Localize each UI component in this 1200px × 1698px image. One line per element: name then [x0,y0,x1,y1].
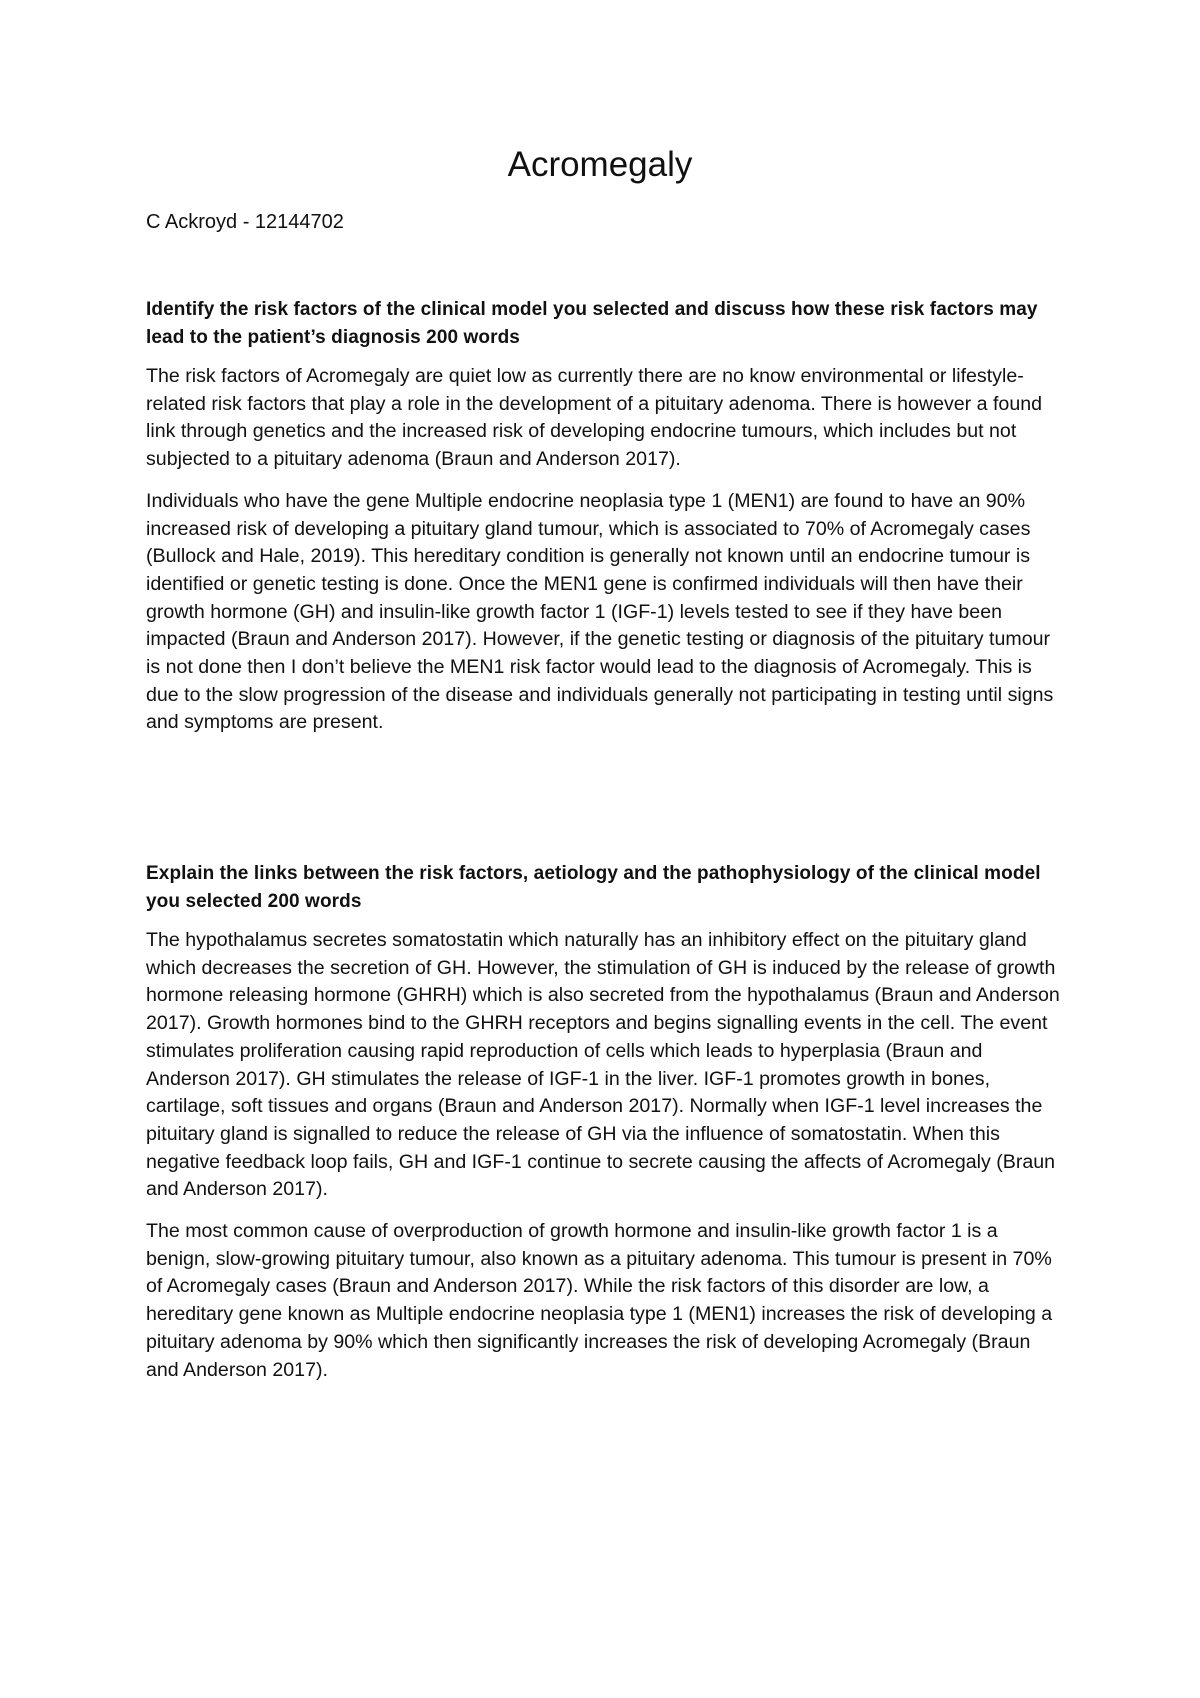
paragraph: The risk factors of Acromegaly are quiet low as currently there are no know environmental or lifestyle-related risk factors that play a role in the development of a pituitary adenoma. There is however a found link through genetics and the increased risk of developing endocrine tumours, which includes but not subjected to a pituitary adenoma (Braun and Anderson 2017). [146,365,1043,471]
section-heading: Identify the risk factors of the clinical model you selected and discuss how these risk factors may lead to the patient’s diagnosis 200 words [146,299,1038,348]
section-risk-factors [146,296,1066,751]
document-title: Acromegaly [507,145,693,184]
paragraph: The most common cause of overproduction of growth hormone and insulin-like growth factor 1 is a benign, slow-growing pituitary tumour, also known as a pituitary adenoma. This tumour is present in 70% of Acromegaly cases (Braun and Anderson 2017). While the risk factors of this disorder are low, a hereditary gene known as Multiple endocrine neoplasia type 1 (MEN1) increases the risk of developing a pituitary adenoma by 90% which then significantly increases the risk of developing Acromegaly (Braun and Anderson 2017). [146,1220,1053,1381]
author-line: C Ackroyd - 12144702 [146,211,344,233]
section-pathophysiology [146,860,1066,1398]
paragraph: Individuals who have the gene Multiple endocrine neoplasia type 1 (MEN1) are found to have an 90% increased risk of developing a pituitary gland tumour, which is associated to 70% of Acromegaly cases (Bullock and Hale, 2019). This hereditary condition is generally not known until an endocrine tumour is identified or genetic testing is done. Once the MEN1 gene is confirmed individuals will then have their growth hormone (GH) and insulin-like growth factor 1 (IGF-1) levels tested to see if they have been impacted (Braun and Anderson 2017). However, if the genetic testing or diagnosis of the pituitary tumour is not done then I don’t believe the MEN1 risk factor would lead to the diagnosis of Acromegaly. This is due to the slow progression of the disease and individuals generally not participating in testing until signs and symptoms are present. [146,489,1054,734]
paragraph: The hypothalamus secretes somatostatin which naturally has an inhibitory effect on the pituitary gland which decreases the secretion of GH. However, the stimulation of GH is induced by the release of growth hormone releasing hormone (GHRH) which is also secreted from the hypothalamus (Braun and Anderson 2017). Growth hormones bind to the GHRH receptors and begins signalling events in the cell. The event stimulates proliferation causing rapid reproduction of cells which leads to hyperplasia (Braun and Anderson 2017). GH stimulates the release of IGF-1 in the liver. IGF-1 promotes growth in bones, cartilage, soft tissues and organs (Braun and Anderson 2017). Normally when IGF-1 level increases the pituitary gland is signalled to reduce the release of GH via the influence of somatostatin. When this negative feedback loop fails, GH and IGF-1 continue to secrete causing the affects of Acromegaly (Braun and Anderson 2017). [146,929,1060,1201]
section-heading: Explain the links between the risk factors, aetiology and the pathophysiology of the clinical model you selected 200 words [146,863,1041,912]
